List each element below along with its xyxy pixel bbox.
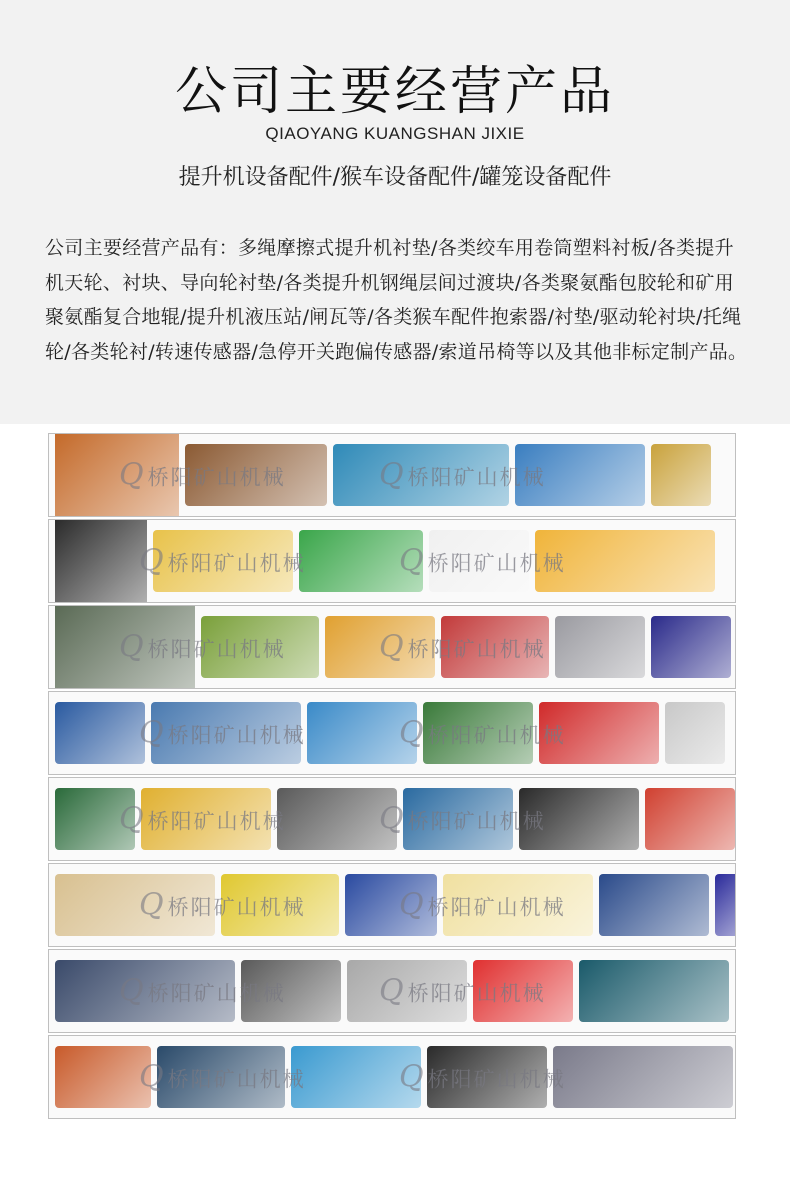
product-photo	[535, 530, 715, 592]
product-gallery	[48, 433, 736, 1121]
watermark-text: 桥阳矿山机械	[147, 637, 286, 662]
product-photo	[579, 960, 729, 1022]
product-photo	[539, 702, 659, 764]
watermark-logo-icon: Q	[399, 887, 426, 923]
product-photo	[325, 616, 435, 678]
watermark-text: 桥阳矿山机械	[427, 723, 566, 748]
product-photo	[651, 444, 711, 506]
watermark-text: 桥阳矿山机械	[427, 895, 566, 920]
product-photo	[291, 1046, 421, 1108]
product-photo-row	[48, 691, 736, 775]
product-photo	[665, 702, 725, 764]
watermark-text: 桥阳矿山机械	[407, 637, 546, 662]
product-photo	[55, 434, 179, 516]
product-photo	[55, 606, 195, 688]
watermark-text: 桥阳矿山机械	[407, 465, 546, 490]
product-photo	[55, 702, 145, 764]
product-categories: 提升机设备配件/猴车设备配件/罐笼设备配件	[178, 165, 612, 190]
product-description: 公司主要经营产品有：多绳摩擦式提升机衬垫/各类绞车用卷筒塑料衬板/各类提升机天轮、衬块、导向轮衬垫/各类提升机钢绳层间过渡块/各类聚氨酯包胶轮和矿用聚氨酯复合地辊/提升机液压站/闸瓦等/各类猴车配件抱索器/衬垫/驱动轮衬块/托绳轮/各类轮衬/转速传感器/急停开关跑偏传感器/索道吊椅等以及其他非标定制产品。	[45, 237, 748, 363]
product-photo	[555, 616, 645, 678]
product-photo	[715, 874, 736, 936]
watermark-logo-icon: Q	[379, 629, 406, 665]
product-photo-row	[48, 605, 736, 689]
watermark-text: 桥阳矿山机械	[427, 1067, 566, 1092]
watermark-logo-icon: Q	[139, 543, 166, 579]
product-photo	[423, 702, 533, 764]
watermark-logo-icon: Q	[399, 715, 426, 751]
watermark-logo-icon: Q	[139, 1059, 166, 1095]
product-photo	[141, 788, 271, 850]
product-photo	[201, 616, 319, 678]
watermark-logo-icon: Q	[379, 801, 406, 837]
product-photo	[55, 960, 235, 1022]
product-photo	[427, 1046, 547, 1108]
product-photo	[515, 444, 645, 506]
product-photo	[55, 520, 147, 602]
watermark-text: 桥阳矿山机械	[147, 809, 286, 834]
product-photo	[473, 960, 573, 1022]
product-photo	[553, 1046, 733, 1108]
product-photo	[651, 616, 731, 678]
product-photo-row	[48, 1035, 736, 1119]
product-photo	[157, 1046, 285, 1108]
watermark-logo-icon: Q	[119, 457, 146, 493]
product-photo	[55, 874, 215, 936]
watermark-text: 桥阳矿山机械	[427, 551, 566, 576]
product-photo-row	[48, 949, 736, 1033]
watermark-text: 桥阳矿山机械	[167, 551, 306, 576]
watermark-logo-icon: Q	[379, 973, 406, 1009]
product-photo	[345, 874, 437, 936]
product-photo	[241, 960, 341, 1022]
product-photo	[185, 444, 327, 506]
watermark-logo-icon: Q	[139, 715, 166, 751]
product-photo	[429, 530, 529, 592]
watermark-text: 桥阳矿山机械	[167, 723, 306, 748]
watermark-text: 桥阳矿山机械	[407, 809, 546, 834]
product-photo	[333, 444, 509, 506]
product-photo	[645, 788, 735, 850]
header-section	[0, 0, 790, 424]
watermark-logo-icon: Q	[139, 887, 166, 923]
product-photo	[153, 530, 293, 592]
watermark-logo-icon: Q	[119, 629, 146, 665]
watermark-logo-icon: Q	[399, 543, 426, 579]
product-photo	[519, 788, 639, 850]
watermark-text: 桥阳矿山机械	[407, 981, 546, 1006]
product-photo	[307, 702, 417, 764]
product-photo	[443, 874, 593, 936]
product-photo-row	[48, 519, 736, 603]
watermark-logo-icon: Q	[119, 973, 146, 1009]
watermark-text: 桥阳矿山机械	[167, 1067, 306, 1092]
product-photo	[277, 788, 397, 850]
product-photo	[55, 1046, 151, 1108]
product-photo	[151, 702, 301, 764]
product-photo	[221, 874, 339, 936]
page-subtitle: QIAOYANG KUANGSHAN JIXIE	[265, 124, 525, 143]
product-photo	[599, 874, 709, 936]
page-title: 公司主要经营产品	[174, 62, 615, 122]
product-photo	[299, 530, 423, 592]
product-photo	[55, 788, 135, 850]
product-photo-row	[48, 863, 736, 947]
watermark-logo-icon: Q	[399, 1059, 426, 1095]
product-photo	[441, 616, 549, 678]
watermark-logo-icon: Q	[119, 801, 146, 837]
watermark-logo-icon: Q	[379, 457, 406, 493]
product-photo-row	[48, 433, 736, 517]
watermark-text: 桥阳矿山机械	[167, 895, 306, 920]
watermark-text: 桥阳矿山机械	[147, 981, 286, 1006]
product-photo	[347, 960, 467, 1022]
product-photo	[403, 788, 513, 850]
watermark-text: 桥阳矿山机械	[147, 465, 286, 490]
product-photo-row	[48, 777, 736, 861]
